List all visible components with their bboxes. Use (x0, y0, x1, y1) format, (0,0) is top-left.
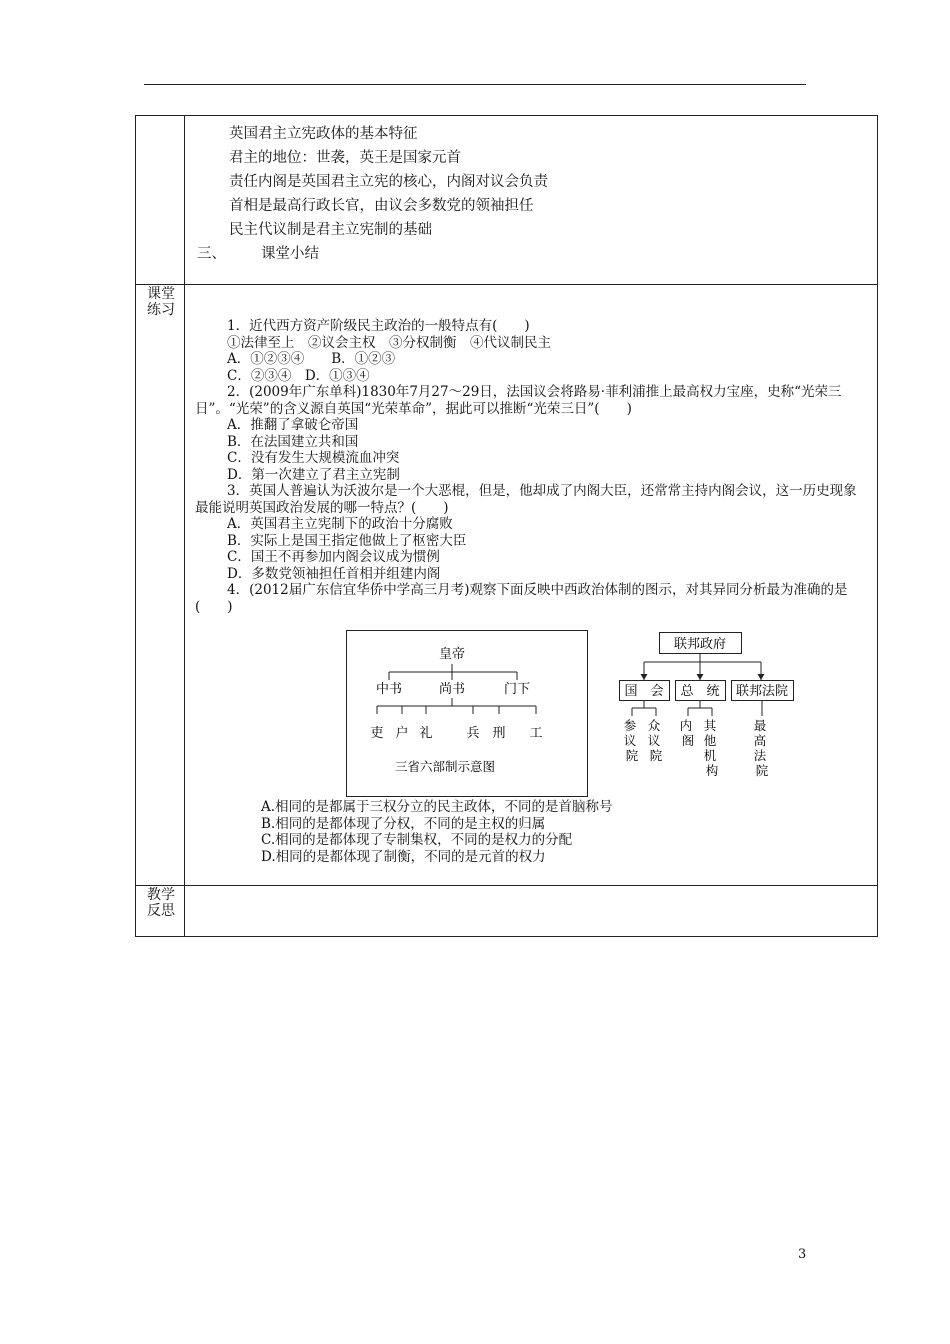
summary-line-4: 首相是最高行政长官，由议会多数党的领袖担任 (229, 198, 534, 214)
q4-option-a: A.相同的是都属于三权分立的民主政体，不同的是首脑称号 (261, 799, 613, 815)
q1-options-cd: C．②③④ D．①③④ (227, 367, 370, 384)
page-number: 3 (798, 1247, 807, 1262)
diagram-china-bottom-3: 礼 (419, 726, 433, 741)
summary-line-3: 责任内阁是英国君主立宪的核心，内阁对议会负责 (229, 174, 548, 190)
practice-content (185, 285, 877, 885)
q4-option-c: C.相同的是都体现了专制集权，不同的是权力的分配 (261, 832, 573, 848)
q3-stem: 3．英国人普遍认为沃波尔是一个大恶棍，但是，他却成了内阁大臣，还常常主持内阁会议，这一历史现象最能说明英国政治发展的哪一特点？( ) (195, 483, 857, 516)
q4-options (261, 799, 613, 865)
diagram-us-leaf-2: 众 议 院 (647, 718, 663, 763)
summary-row (136, 116, 877, 284)
diagram-us-branch-1: 国 会 (624, 684, 664, 699)
q2-option-b: B．在法国建立共和国 (227, 433, 359, 450)
exercise-block (195, 318, 867, 615)
diagram-china-mid-3: 门下 (503, 682, 531, 697)
q3-option-d: D．多数党领袖担任首相并组建内阁 (227, 565, 441, 582)
diagram-us-top: 联邦政府 (673, 637, 727, 652)
summary-line-2: 君主的地位：世袭，英王是国家元首 (229, 150, 461, 166)
diagram-china-top: 皇帝 (438, 647, 466, 662)
diagram-us-branch-3: 联邦法院 (735, 684, 789, 699)
q2-stem: 2．(2009年广东单科)1830年7月27～29日，法国议会将路易·菲利浦推上最高权力宝座，史称“光荣三日”。“光荣”的含义源自英国“光荣革命”，据此可以推断“光荣三日”( ) (195, 384, 842, 417)
practice-row (136, 284, 877, 885)
practice-label-cell (136, 285, 185, 885)
diagram-china-mid-1: 中书 (375, 682, 403, 697)
q3-option-a: A．英国君主立宪制下的政治十分腐败 (227, 516, 453, 532)
summary-content (185, 116, 877, 284)
practice-label-2: 练习 (147, 302, 175, 318)
reflection-label-cell (136, 886, 185, 936)
diagram-us-leaf-4: 其 他 机 构 (703, 718, 719, 778)
q2-option-a: A．推翻了拿破仑帝国 (227, 417, 359, 433)
q1-items: ①法律至上 ②议会主权 ③分权制衡 ④代议制民主 (227, 334, 551, 351)
diagram-china-bottom-6: 工 (529, 726, 543, 741)
summary-line-1: 英国君主立宪政体的基本特征 (229, 126, 418, 142)
diagram-china (346, 630, 588, 797)
q4-option-b: B.相同的是都体现了分权，不同的是主权的归属 (261, 815, 546, 832)
q2-option-d: D．第一次建立了君主立宪制 (227, 466, 400, 483)
diagram-china-bottom-2: 户 (395, 726, 409, 741)
q4-stem: 4．(2012届广东信宜华侨中学高三月考)观察下面反映中西政治体制的图示，对其异同分析最为准确的是( ) (195, 582, 848, 615)
reflection-label-1: 教学 (147, 887, 175, 903)
diagram-us-leaf-1: 参 议 院 (623, 718, 639, 763)
q1-stem: 1．近代西方资产阶级民主政治的一般特点有( ) (227, 318, 530, 334)
summary-label-cell (136, 116, 185, 284)
reflection-row (136, 885, 877, 936)
header-rule (144, 84, 806, 85)
q3-option-c: C．国王不再参加内阁会议成为惯例 (227, 549, 440, 565)
q1-options-ab: A．①②③④ B．①②③ (227, 351, 396, 367)
q3-option-b: B．实际上是国王指定他做上了枢密大臣 (227, 532, 467, 549)
reflection-label-2: 反思 (147, 903, 175, 919)
diagram-china-mid-2: 尚书 (438, 682, 466, 697)
diagram-china-bottom-4: 兵 (466, 726, 480, 741)
diagram-us-leaf-3: 内 阁 (679, 718, 695, 748)
summary-line-5: 民主代议制是君主立宪制的基础 (229, 222, 432, 238)
diagram-china-bottom-1: 吏 (370, 726, 384, 741)
q2-option-c: C．没有发生大规模流血冲突 (227, 450, 400, 466)
diagram-china-bottom-5: 刑 (492, 726, 506, 741)
reflection-content (185, 886, 877, 936)
section-number: 三、 (197, 246, 226, 262)
diagram-us-branch-2: 总 统 (680, 684, 720, 699)
q4-option-d: D.相同的是都体现了制衡，不同的是元首的权力 (261, 848, 546, 865)
section-title: 课堂小结 (261, 246, 319, 262)
diagram-us-leaf-5: 最 高 法 院 (753, 718, 769, 778)
lesson-table (135, 115, 878, 937)
diagram-us (609, 632, 809, 798)
practice-label-1: 课堂 (147, 286, 175, 302)
diagram-china-caption: 三省六部制示意图 (394, 759, 496, 774)
